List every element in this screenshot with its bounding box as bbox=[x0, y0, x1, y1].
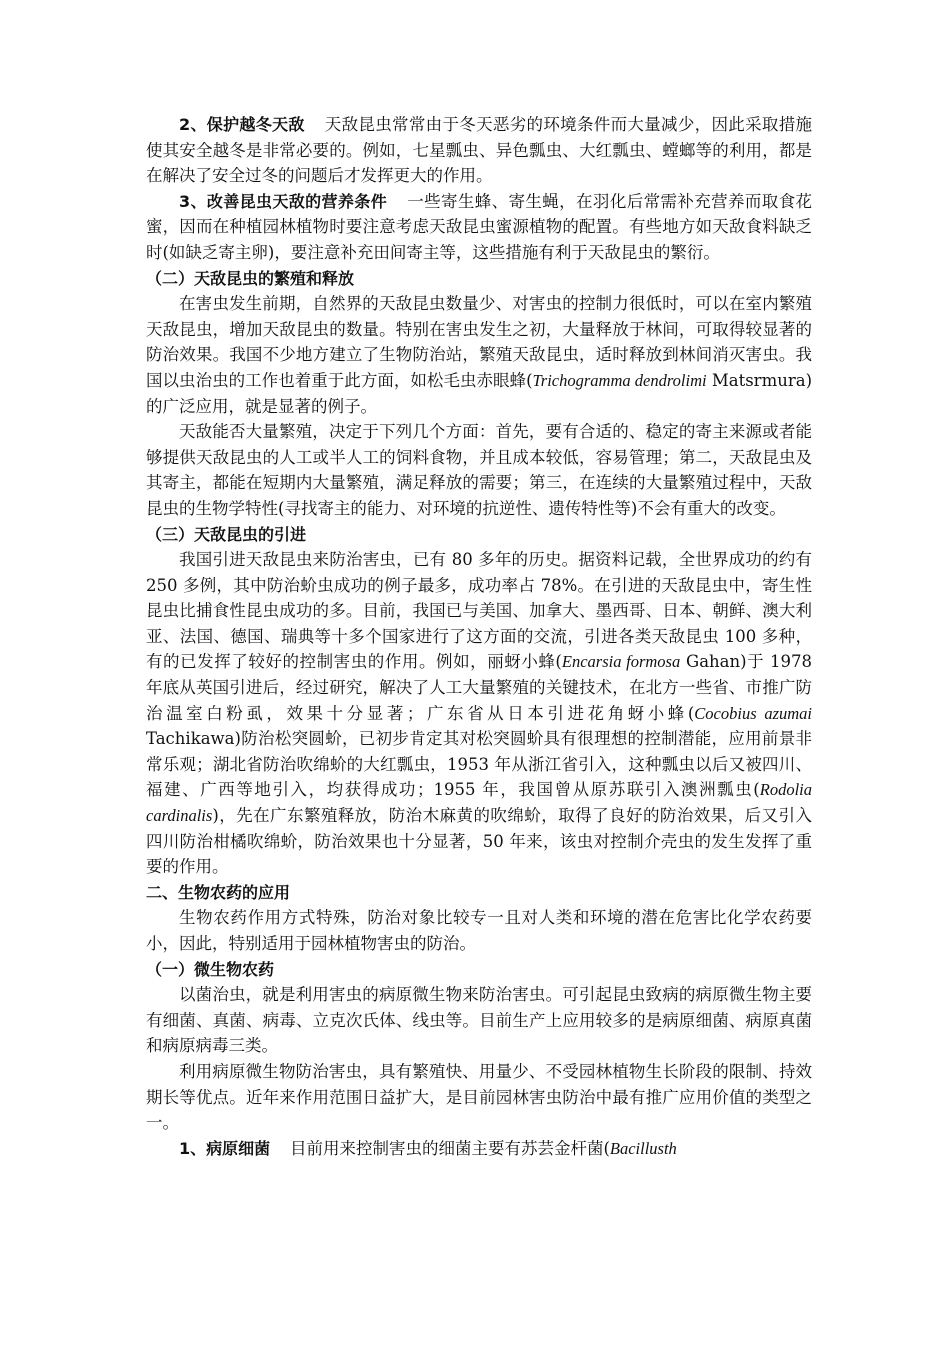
paragraph-microbial: 以菌治虫，就是利用害虫的病原微生物来防治害虫。可引起昆虫致病的病原微生物主要有细菌、真菌、病毒、立克次氏体、线虫等。目前生产上应用较多的是病原细菌、病原真菌和病原病毒三类。 bbox=[146, 985, 812, 1056]
latin-name: Rodolia cardinalis bbox=[146, 780, 812, 826]
section-heading-breeding: （二）天敌昆虫的繁殖和释放 bbox=[146, 268, 355, 288]
paragraph-text: Gahan)于 1978 年底从英国引进后，经过研究，解决了人工大量繁殖的关键技术，在北方一些省、市推广防治温室白粉虱，效果十分显著；广东省从日本引进花角蚜小蜂( bbox=[146, 652, 813, 723]
paragraph-text: 一些寄生蜂、寄生蝇，在羽化后常需补充营养而取食花蜜，因而在种植园林植物时要注意考虑天敌昆虫蜜源植物的配置。有些地方如天敌食料缺乏时(如缺乏寄主卵)，要注意补充田间寄主等，这些措施有利于天敌昆虫的繁衍。 bbox=[146, 191, 812, 262]
document-page bbox=[146, 112, 812, 1161]
paragraph-text: 我国引进天敌昆虫来防治害虫，已有 80 多年的历史。据资料记载，全世界成功的约有 250 多例，其中防治蚧虫成功的例子最多，成功率占 78%。在引进的天敌昆虫中，寄生性昆虫比捕食性昆虫成功的多。目前，我国已与美国、加拿大、墨西哥、日本、朝鲜、澳大利亚、法国、德国、瑞典等十多个国家进行了这方面的交流，引进各类天敌昆虫 100 多种，有的已发挥了较好的控制害虫的作用。例如，丽蚜小蜂( bbox=[146, 550, 812, 672]
paragraph-biopesticides: 生物农药作用方式特殊，防治对象比较专一且对人类和环境的潜在危害比化学农药要小，因此，特别适用于园林植物害虫的防治。 bbox=[146, 908, 812, 953]
paragraph-bacteria bbox=[146, 1136, 812, 1162]
paragraph-text: 目前用来控制害虫的细菌主要有苏芸金杆菌( bbox=[289, 1138, 610, 1158]
latin-name: Trichogramma dendrolimi bbox=[532, 370, 707, 390]
subheading-bacteria: 1、病原细菌 bbox=[179, 1138, 271, 1158]
paragraph-breeding-factors: 天敌能否大量繁殖，决定于下列几个方面：首先，要有合适的、稳定的寄主来源或者能够提供天敌昆虫的人工或半人工的饲料食物，并且成本较低，容易管理；第二，天敌昆虫及其寄主，都能在短期内大量繁殖，满足释放的需要；第三，在连续的大量繁殖过程中，天敌昆虫的生物学特性(寻找寄主的能力、对环境的抗逆性、遗传特性等)不会有重大的改变。 bbox=[146, 422, 812, 518]
paragraph-text: 在害虫发生前期，自然界的天敌昆虫数量少、对害虫的控制力很低时，可以在室内繁殖天敌昆虫，增加天敌昆虫的数量。特别在害虫发生之初，大量释放于林间，可取得较显著的防治效果。我国不少地方建立了生物防治站，繁殖天敌昆虫，适时释放到林间消灭害虫。我国以虫治虫的工作也着重于此方面，如松毛虫赤眼蜂( bbox=[146, 294, 812, 390]
paragraph-nutrition bbox=[146, 189, 812, 266]
subheading-overwintering: 2、保护越冬天敌 bbox=[179, 115, 305, 134]
latin-name: Bacillusth bbox=[609, 1138, 677, 1158]
paragraph-introduction bbox=[146, 547, 812, 880]
section-heading-biopesticides: 二、生物农药的应用 bbox=[146, 882, 291, 902]
paragraph-text: Tachikawa)防治松突圆蚧，已初步肯定其对松突圆蚧具有很理想的控制潜能，应用前景非常乐观；湖北省防治吹绵蚧的大红瓢虫，1953 年从浙江省引入，这种瓢虫以后又被四川、福建、广西等地引入，均获得成功；1955 年，我国曾从原苏联引入澳洲瓢虫( bbox=[146, 729, 812, 800]
subheading-nutrition: 3、改善昆虫天敌的营养条件 bbox=[179, 191, 388, 211]
paragraph-overwintering bbox=[146, 112, 812, 189]
paragraph-breeding bbox=[146, 291, 812, 419]
latin-name: Encarsia formosa bbox=[561, 652, 681, 672]
paragraph-advantages: 利用病原微生物防治害虫，具有繁殖快、用量少、不受园林植物生长阶段的限制、持效期长等优点。近年来作用范围日益扩大，是目前园林害虫防治中最有推广应用价值的类型之一。 bbox=[146, 1061, 812, 1133]
paragraph-text: )，先在广东繁殖释放，防治木麻黄的吹绵蚧，取得了良好的防治效果，后又引入四川防治柑橘吹绵蚧，防治效果也十分显著，50 年来，该虫对控制介壳虫的发生发挥了重要的作用。 bbox=[146, 806, 812, 877]
section-heading-microbial: （一）微生物农药 bbox=[146, 959, 275, 979]
latin-name: Cocobius azumai bbox=[694, 703, 812, 723]
section-heading-introduction: （三）天敌昆虫的引进 bbox=[146, 524, 307, 544]
paragraph-text: 天敌昆虫常常由于冬天恶劣的环境条件而大量减少，因此采取措施使其安全越冬是非常必要的。例如，七星瓢虫、异色瓢虫、大红瓢虫、螳螂等的利用，都是在解决了安全过冬的问题后才发挥更大的作用。 bbox=[146, 115, 812, 186]
paragraph-text: Matsrmura)的广泛应用，就是显著的例子。 bbox=[146, 370, 813, 416]
